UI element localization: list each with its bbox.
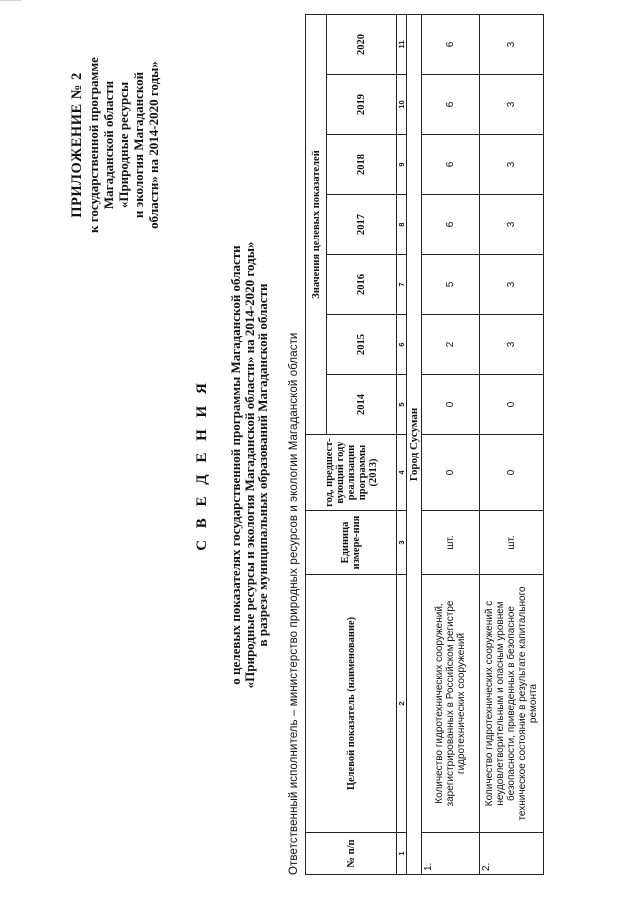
row-value: 3 — [480, 75, 544, 135]
row-indicator: Количество гидротехнических сооружений, зарегистрированных в Российском регистре гидротехнических сооружений — [422, 575, 480, 833]
appendix-line: «Природные ресурсы — [116, 81, 131, 209]
row-value: 3 — [480, 195, 544, 255]
header-year: 2015 — [327, 315, 397, 375]
appendix-header — [70, 25, 161, 265]
header-num: № п/п — [306, 833, 397, 875]
row-base-value: 0 — [480, 435, 544, 511]
row-value: 3 — [480, 255, 544, 315]
heading-line: в разрезе муниципальных образований Магаданской области — [255, 283, 270, 647]
appendix-line: Магаданской области — [101, 80, 116, 210]
heading-line: о целевых показателях государственной программы Магаданской области — [228, 245, 243, 685]
row-num: 2. — [480, 833, 544, 875]
section-title: Город Сусуман — [407, 14, 422, 874]
column-number: 4 — [397, 435, 407, 511]
appendix-line: области» на 2014-2020 годы» — [146, 61, 161, 229]
column-number: 7 — [397, 255, 407, 315]
heading-line: «Природные ресурсы и экология Магаданской области» на 2014-2020 годы» — [241, 241, 257, 689]
row-base-value: 0 — [422, 435, 480, 511]
column-number: 11 — [397, 14, 407, 74]
header-year: 2014 — [327, 375, 397, 435]
row-value: 2 — [422, 315, 480, 375]
header-year: 2020 — [327, 14, 397, 74]
indicators-table — [305, 14, 544, 875]
row-value: 6 — [422, 75, 480, 135]
header-year: 2016 — [327, 255, 397, 315]
section-row — [407, 14, 422, 874]
row-indicator: Количество гидротехнических сооружений с неудовлетворительным и опасным уровнем безопасности, приведенных в безопасное техническое состояние в результате капитального ремонта — [480, 575, 544, 833]
row-value: 6 — [422, 195, 480, 255]
row-value: 5 — [422, 255, 480, 315]
row-value: 3 — [480, 135, 544, 195]
row-unit: шт. — [480, 511, 544, 575]
column-number: 3 — [397, 511, 407, 575]
document-title: С В Е Д Е Н И Я — [194, 379, 210, 551]
header-values-group: Значения целевых показателей — [306, 14, 327, 434]
appendix-line: и экология Магаданской — [131, 71, 146, 219]
header-unit: Единица измере-ния — [306, 511, 397, 575]
column-number: 8 — [397, 195, 407, 255]
header-year: 2017 — [327, 195, 397, 255]
header-base-year: год, предшест-вующий году реализации программы (2013) — [306, 435, 397, 511]
responsible-executor: Ответственный исполнитель – министерство природных ресурсов и экологии Магаданской области — [288, 332, 300, 875]
appendix-title: ПРИЛОЖЕНИЕ № 2 — [69, 72, 85, 218]
row-unit: шт. — [422, 511, 480, 575]
header-year: 2018 — [327, 135, 397, 195]
document-heading — [194, 195, 270, 735]
header-row — [306, 14, 327, 874]
appendix-line: к государственной программе — [86, 57, 101, 233]
column-number: 5 — [397, 375, 407, 435]
row-value: 0 — [480, 375, 544, 435]
row-value: 3 — [480, 14, 544, 74]
row-value: 3 — [480, 315, 544, 375]
row-value: 6 — [422, 14, 480, 74]
row-num: 1. — [422, 833, 480, 875]
header-indicator: Целевой показатель (наименование) — [306, 575, 397, 833]
column-number: 10 — [397, 75, 407, 135]
column-number: 2 — [397, 575, 407, 833]
column-numbers-row — [397, 14, 407, 874]
header-year: 2019 — [327, 75, 397, 135]
column-number: 1 — [397, 833, 407, 875]
column-number: 9 — [397, 135, 407, 195]
table-row — [422, 14, 480, 874]
row-value: 0 — [422, 375, 480, 435]
column-number: 6 — [397, 315, 407, 375]
row-value: 6 — [422, 135, 480, 195]
table-row — [480, 14, 544, 874]
